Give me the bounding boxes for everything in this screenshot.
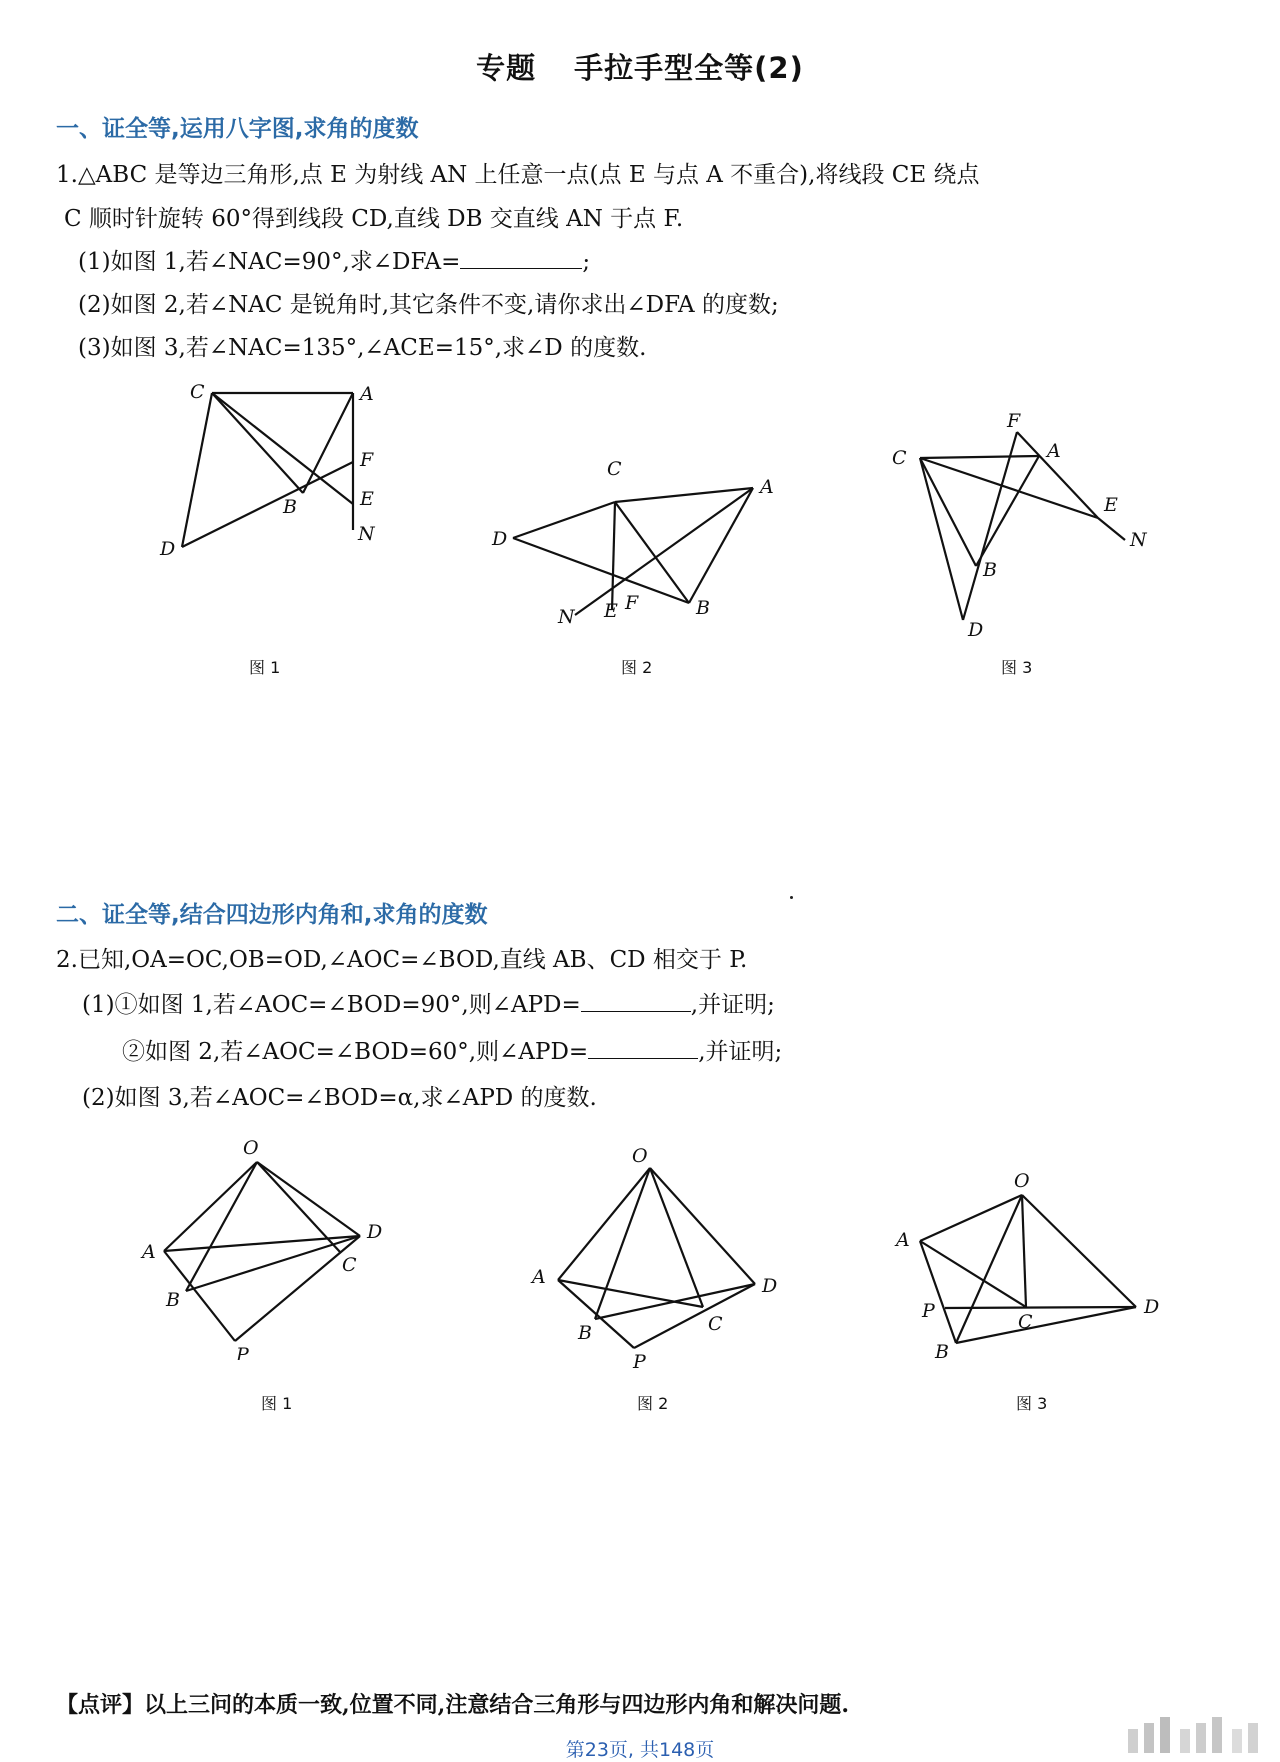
answer-blank[interactable]	[581, 991, 691, 1012]
q1-part1-text: (1)如图 1,若∠NAC=90°,求∠DFA=	[78, 249, 461, 275]
s1f3-label-b: B	[983, 559, 997, 581]
s1f2-label-a: A	[760, 476, 774, 498]
s1f2-label-n: N	[558, 606, 575, 628]
q1-line2: C 顺时针旋转 60°得到线段 CD,直线 DB 交直线 AN 于点 F.	[64, 206, 684, 232]
s1-caption-1: 图 1	[249, 658, 281, 677]
s1f2-label-e: E	[604, 600, 618, 622]
q2-part2: (2)如图 3,若∠AOC=∠BOD=α,求∠APD 的度数.	[82, 1085, 597, 1111]
s2-caption-3: 图 3	[1016, 1394, 1048, 1413]
s2-figure-3	[880, 1160, 1180, 1370]
q2-part1-2	[122, 1033, 782, 1066]
s1-caption-3: 图 3	[1001, 658, 1033, 677]
s1f1-label-b: B	[283, 496, 297, 518]
s2-figure-2	[520, 1140, 800, 1370]
q1-line1: 1.△ABC 是等边三角形,点 E 为射线 AN 上任意一点(点 E 与点 A 不重合),将线段 CE 绕点	[56, 162, 980, 188]
s2f1-label-b: B	[166, 1289, 180, 1311]
s1f2-label-b: B	[696, 597, 710, 619]
s2f1-label-d: D	[367, 1221, 383, 1243]
s2f3-label-p: P	[922, 1300, 935, 1322]
page-title	[0, 46, 1280, 87]
q1-part1-end: ;	[582, 249, 591, 275]
s2f3-label-a: A	[896, 1229, 910, 1251]
q2-part1-end: ,并证明;	[690, 992, 775, 1018]
s1f2-label-d: D	[492, 528, 508, 550]
q2-part2-end: ,并证明;	[698, 1039, 783, 1065]
s1f3-label-f: F	[1007, 410, 1021, 432]
s1f2-label-c: C	[607, 458, 622, 480]
s2f2-label-o: O	[632, 1145, 648, 1167]
s1-figure-1	[150, 380, 400, 580]
s1-figure-2	[490, 410, 790, 630]
s2f2-label-p: P	[633, 1351, 646, 1370]
s2-figure-1	[130, 1130, 420, 1360]
page-footer: 第23页, 共148页	[565, 1739, 715, 1761]
q1-part1	[78, 243, 590, 276]
s2f2-label-b: B	[578, 1322, 592, 1344]
s2-caption-1: 图 1	[261, 1394, 293, 1413]
title-part2: 手拉手型全等(2)	[574, 51, 804, 85]
s1-figure-3	[880, 410, 1160, 650]
s1f3-label-e: E	[1104, 494, 1118, 516]
section1-heading: 一、证全等,运用八字图,求角的度数	[56, 116, 419, 142]
s2f1-label-a: A	[142, 1241, 156, 1263]
q2-part1	[82, 986, 775, 1019]
review-note: 【点评】以上三问的本质一致,位置不同,注意结合三角形与四边形内角和解决问题.	[56, 1692, 849, 1718]
s1-caption-2: 图 2	[621, 658, 653, 677]
s1f1-label-n: N	[358, 523, 375, 545]
s1f1-label-c: C	[190, 381, 205, 403]
q2-part1-text: (1)①如图 1,若∠AOC=∠BOD=90°,则∠APD=	[82, 992, 581, 1018]
s2f3-label-d: D	[1144, 1296, 1160, 1318]
s1f1-label-a: A	[360, 383, 374, 405]
s2f3-label-o: O	[1014, 1170, 1030, 1192]
s1f1-label-e: E	[360, 488, 374, 510]
q2-line1: 2.已知,OA=OC,OB=OD,∠AOC=∠BOD,直线 AB、CD 相交于 P.	[56, 947, 748, 973]
s1f3-label-c: C	[892, 447, 907, 469]
s1f3-label-n: N	[1130, 529, 1147, 551]
q1-part2: (2)如图 2,若∠NAC 是锐角时,其它条件不变,请你求出∠DFA 的度数;	[78, 292, 779, 318]
s2f2-label-a: A	[532, 1266, 546, 1288]
s2f3-label-b: B	[935, 1341, 949, 1363]
s1f3-label-d: D	[968, 619, 984, 641]
s1f3-label-a: A	[1047, 440, 1061, 462]
answer-blank[interactable]	[588, 1038, 698, 1059]
s2f2-label-c: C	[708, 1313, 723, 1335]
s2f1-label-p: P	[236, 1344, 249, 1360]
s2f1-label-c: C	[342, 1254, 357, 1276]
answer-blank[interactable]	[460, 248, 582, 269]
q2-part2-text: ②如图 2,若∠AOC=∠BOD=60°,则∠APD=	[122, 1039, 589, 1065]
s2f1-label-o: O	[243, 1137, 259, 1159]
s2f2-label-d: D	[762, 1275, 778, 1297]
s1f1-label-d: D	[160, 538, 176, 560]
s1f1-label-f: F	[360, 449, 374, 471]
signal-bars-watermark	[1128, 1715, 1268, 1755]
s2-caption-2: 图 2	[637, 1394, 669, 1413]
s1f2-label-f: F	[625, 592, 639, 614]
section2-heading: 二、证全等,结合四边形内角和,求角的度数	[56, 902, 488, 928]
page-speck	[790, 896, 793, 899]
title-part1: 专题	[476, 51, 537, 85]
q1-part3: (3)如图 3,若∠NAC=135°,∠ACE=15°,求∠D 的度数.	[78, 335, 647, 361]
s2f3-label-c: C	[1018, 1311, 1033, 1333]
